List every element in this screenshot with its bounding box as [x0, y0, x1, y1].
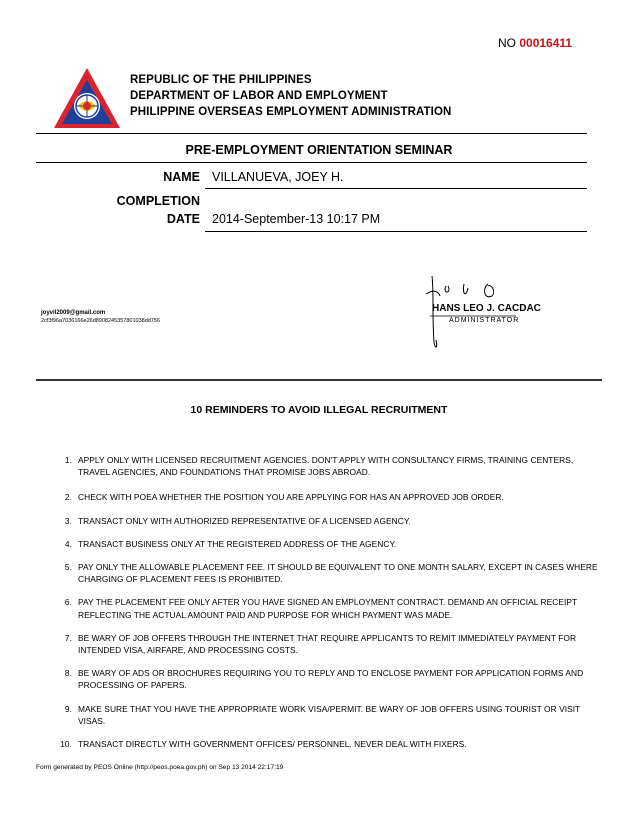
list-item-text: APPLY ONLY WITH LICENSED RECRUITMENT AGENCIES. DON'T APPLY WITH CONSULTANCY FIRMS, TRAINING CENTERS, TRAVEL AGENCIES, AND FOUNDATIONS THAT PROMISE JOBS ABROAD.: [78, 455, 574, 478]
title-divider: [36, 162, 587, 163]
list-item: [52, 515, 598, 527]
list-item: [52, 491, 598, 503]
list-item-text: BE WARY OF ADS OR BROCHURES REQUIRING YOU TO REPLY AND TO ENCLOSE PAYMENT FOR APPLICATION FORMS AND PROCESSING OF PAPERS.: [78, 668, 584, 691]
list-item-text: BE WARY OF JOB OFFERS THROUGH THE INTERNET THAT REQUIRE APPLICANTS TO REMIT IMMEDIATELY PAYMENT FOR INTENDED VISA, AIRFARE, AND PROCESSING COSTS.: [78, 632, 577, 656]
list-item: [52, 454, 598, 478]
list-item-number: 3.: [64, 515, 72, 526]
dole-logo-icon: [52, 66, 122, 130]
account-email: joyvil2009@gmail.com: [41, 310, 106, 316]
list-item-number: 10.: [60, 739, 72, 750]
date-underline: [205, 231, 587, 232]
header-republic: REPUBLIC OF THE PHILIPPINES: [130, 74, 312, 86]
list-item-number: 2.: [64, 492, 72, 503]
list-item-number: 4.: [64, 538, 72, 549]
signatory-title: ADMINISTRATOR: [449, 317, 520, 324]
list-item: [52, 667, 598, 691]
list-item-text: CHECK WITH POEA WHETHER THE POSITION YOU ARE APPLYING FOR HAS AN APPROVED JOB ORDER.: [78, 492, 504, 503]
header-divider: [36, 133, 587, 134]
list-item-number: 7.: [64, 632, 72, 643]
footer-generated-note: Form generated by PEOS Online (http://peos.poea.gov.ph) on Sep 13 2014 22:17:19: [36, 764, 284, 771]
header-department: DEPARTMENT OF LABOR AND EMPLOYMENT: [130, 90, 388, 102]
list-item-number: 5.: [64, 562, 72, 573]
list-item: [52, 561, 598, 585]
list-item-number: 1.: [64, 455, 72, 465]
name-underline: [205, 188, 587, 189]
document-number-value: 00016411: [519, 36, 573, 50]
document-number-prefix: NO: [498, 36, 516, 50]
date-label: DATE: [166, 212, 200, 226]
signatory-name: HANS LEO J. CACDAC: [432, 303, 541, 314]
list-item-text: PAY ONLY THE ALLOWABLE PLACEMENT FEE. IT SHOULD BE EQUIVALENT TO ONE MONTH SALARY, EXCEPT IN CASES WHERE CHARGING OF PLACEMENT FEES IS PROHIBITED.: [78, 562, 598, 585]
reminders-title: 10 REMINDERS TO AVOID ILLEGAL RECRUITMENT: [190, 404, 448, 416]
reminders-list: [52, 454, 598, 750]
list-item-text: MAKE SURE THAT YOU HAVE THE APPROPRIATE WORK VISA/PERMIT. BE WARY OF JOB OFFERS USING TOURIST OR VISIT VISAS.: [78, 703, 581, 726]
name-label: NAME: [163, 170, 200, 184]
list-item: [52, 738, 598, 750]
list-item: [52, 596, 598, 620]
list-item: [52, 538, 598, 550]
date-value: 2014-September-13 10:17 PM: [212, 212, 381, 226]
name-value: VILLANUEVA, JOEY H.: [212, 170, 344, 184]
list-item-text: TRANSACT DIRECTLY WITH GOVERNMENT OFFICES/ PERSONNEL. NEVER DEAL WITH FIXERS.: [78, 739, 467, 750]
list-item-number: 6.: [64, 597, 72, 608]
list-item-number: 8.: [64, 668, 72, 679]
document-number: [498, 36, 572, 50]
completion-label: COMPLETION: [116, 194, 200, 208]
list-item-text: PAY THE PLACEMENT FEE ONLY AFTER YOU HAVE SIGNED AN EMPLOYMENT CONTRACT. DEMAND AN OFFICIAL RECEIPT REFLECTING THE ACTUAL AMOUNT PAID AND PURPOSE FOR WHICH PAYMENT WAS MADE.: [78, 597, 578, 620]
list-item-text: TRANSACT ONLY WITH AUTHORIZED REPRESENTATIVE OF A LICENSED AGENCY.: [78, 515, 411, 526]
list-item: [52, 703, 598, 727]
list-item-text: TRANSACT BUSINESS ONLY AT THE REGISTERED ADDRESS OF THE AGENCY.: [78, 538, 397, 549]
certificate-title: PRE-EMPLOYMENT ORIENTATION SEMINAR: [185, 143, 453, 157]
header-agency: PHILIPPINE OVERSEAS EMPLOYMENT ADMINISTRATION: [130, 106, 452, 118]
section-divider: [36, 379, 602, 381]
list-item-number: 9.: [64, 703, 72, 714]
list-item: [52, 632, 598, 656]
account-hash: 2cf3f96a7036166e26d8908245357801038dd756: [41, 318, 160, 324]
